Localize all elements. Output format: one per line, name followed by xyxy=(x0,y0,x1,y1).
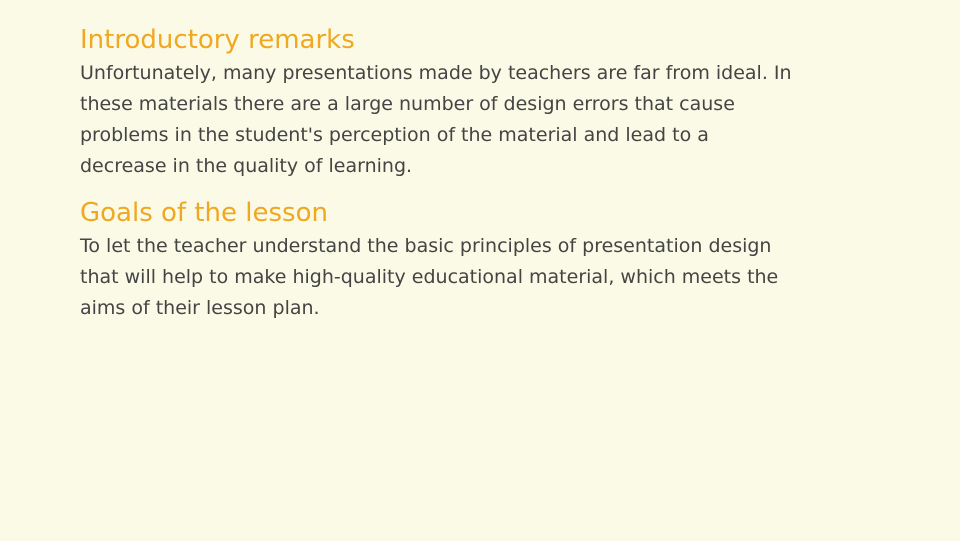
section-body xyxy=(80,231,870,324)
section-heading: Introductory remarks xyxy=(80,25,355,55)
text-line: problems in the student's perception of the material and lead to a xyxy=(80,124,709,146)
text-line: that will help to make high-quality educational material, which meets the xyxy=(80,266,779,288)
section-body xyxy=(80,58,870,182)
text-line: aims of their lesson plan. xyxy=(80,297,320,319)
section-introductory-remarks xyxy=(80,22,880,182)
text-line: Unfortunately, many presentations made by teachers are far from ideal. In xyxy=(80,62,792,84)
text-line: these materials there are a large number of design errors that cause xyxy=(80,93,735,115)
section-goals-of-the-lesson xyxy=(80,195,880,324)
text-line: To let the teacher understand the basic principles of presentation design xyxy=(80,235,772,257)
text-line: decrease in the quality of learning. xyxy=(80,155,413,177)
section-heading: Goals of the lesson xyxy=(80,198,328,228)
